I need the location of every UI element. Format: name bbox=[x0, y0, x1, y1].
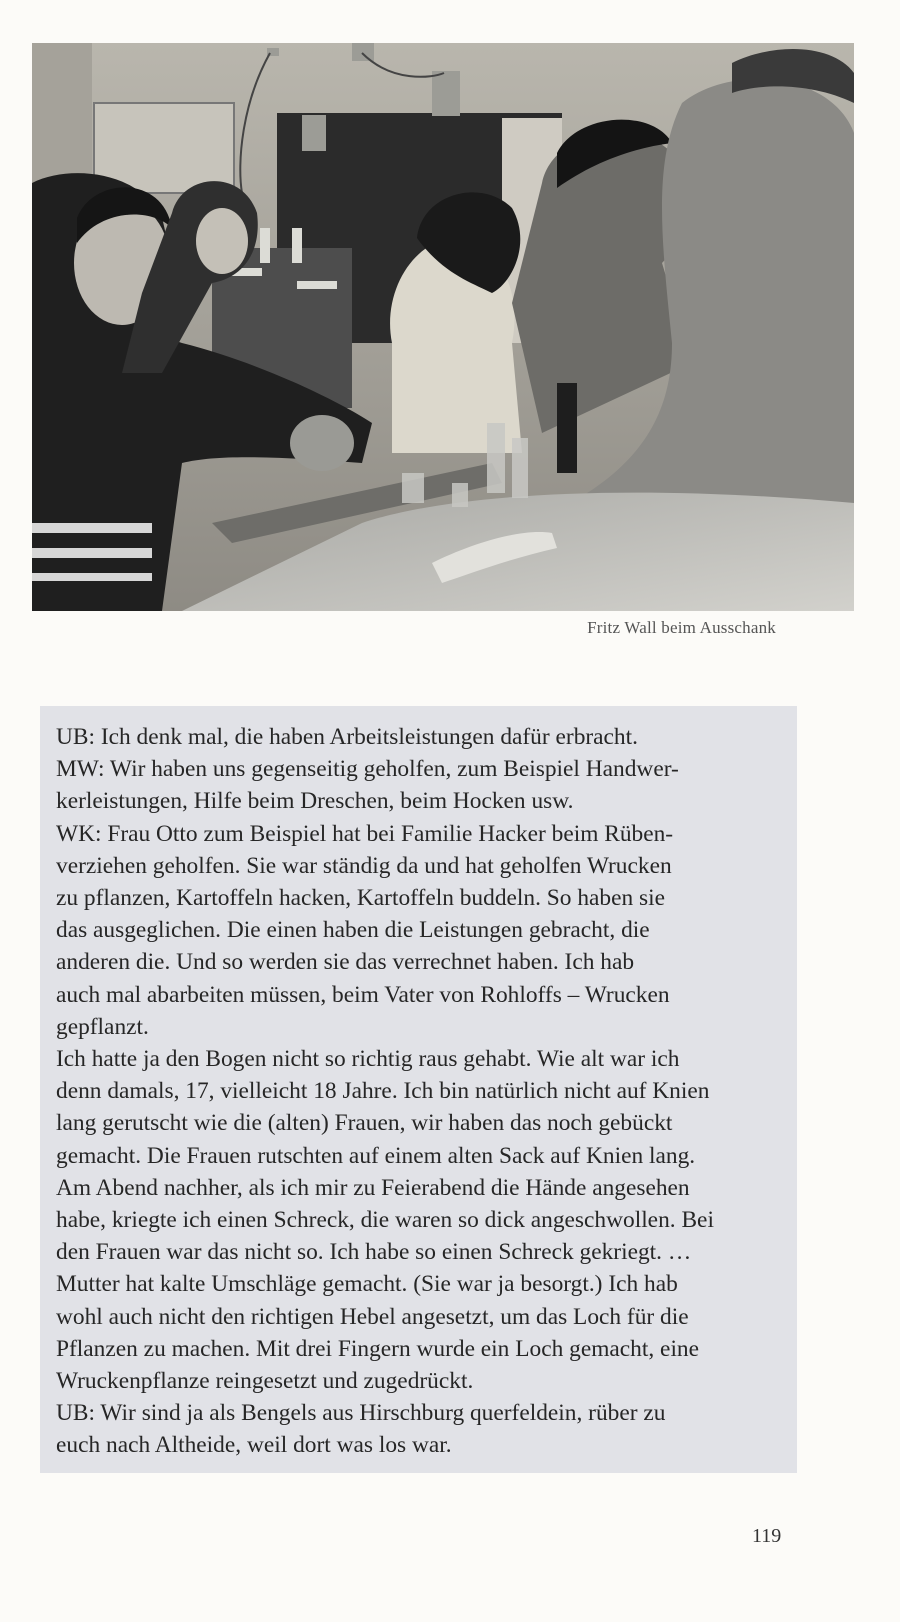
interview-line: anderen die. Und so werden sie das verrechnet haben. Ich hab bbox=[56, 949, 635, 976]
bar-scene-photo bbox=[32, 43, 854, 611]
interview-line: Ich hatte ja den Bogen nicht so richtig raus gehabt. Wie alt war ich bbox=[56, 1046, 680, 1073]
interview-line: das ausgeglichen. Die einen haben die Leistungen gebracht, die bbox=[56, 917, 650, 944]
interview-text-box bbox=[40, 706, 797, 1473]
interview-line: Am Abend nachher, als ich mir zu Feierabend die Hände angesehen bbox=[56, 1174, 690, 1201]
interview-line: gemacht. Die Frauen rutschten auf einem alten Sack auf Knien lang. bbox=[56, 1142, 696, 1169]
photo-bottle bbox=[557, 383, 577, 473]
interview-line: UB: Ich denk mal, die haben Arbeitsleistungen dafür erbracht. bbox=[56, 724, 638, 750]
interview-line: Mutter hat kalte Umschläge gemacht. (Sie war ja besorgt.) Ich hab bbox=[56, 1271, 678, 1298]
page-number: 119 bbox=[752, 1525, 782, 1547]
photo-notice-board bbox=[32, 43, 92, 193]
interview-line: verziehen geholfen. Sie war ständig da und hat geholfen Wrucken bbox=[56, 852, 672, 879]
bar-scene-photo-icon bbox=[32, 43, 854, 611]
photo-woman-left-face bbox=[196, 208, 248, 274]
interview-line: den Frauen war das nicht so. Ich habe so einen Schreck gekriegt. … bbox=[56, 1239, 692, 1266]
interview-line: denn damals, 17, vielleicht 18 Jahre. Ich bin natürlich nicht auf Knien bbox=[56, 1078, 710, 1105]
interview-line: euch nach Altheide, weil dort was los war. bbox=[56, 1432, 452, 1459]
interview-line: WK: Frau Otto zum Beispiel hat bei Familie Hacker beim Rüben- bbox=[56, 820, 674, 847]
photo-glass-being-filled bbox=[290, 415, 354, 471]
interview-line: lang gerutscht wie die (alten) Frauen, wir haben das noch gebückt bbox=[56, 1110, 673, 1137]
interview-line: kerleistungen, Hilfe beim Dreschen, beim Hocken usw. bbox=[56, 788, 574, 815]
photo-caption: Fritz Wall beim Ausschank bbox=[587, 618, 776, 637]
interview-line: UB: Wir sind ja als Bengels aus Hirschburg querfeldein, rüber zu bbox=[56, 1400, 666, 1427]
interview-line: habe, kriegte ich einen Schreck, die waren so dick angeschwollen. Bei bbox=[56, 1207, 714, 1234]
interview-line: wohl auch nicht den richtigen Hebel angesetzt, um das Loch für die bbox=[56, 1303, 689, 1330]
interview-line: auch mal abarbeiten müssen, beim Vater von Rohloffs – Wrucken bbox=[56, 981, 670, 1008]
interview-line: Wruckenpflanze reingesetzt und zugedrückt. bbox=[56, 1368, 474, 1395]
interview-line: zu pflanzen, Kartoffeln hacken, Kartoffeln buddeln. So haben sie bbox=[56, 885, 666, 912]
interview-line: gepflanzt. bbox=[56, 1013, 149, 1040]
interview-line: Pflanzen zu machen. Mit drei Fingern wurde ein Loch gemacht, eine bbox=[56, 1335, 700, 1362]
interview-line: MW: Wir haben uns gegenseitig geholfen, zum Beispiel Handwer- bbox=[56, 756, 679, 783]
